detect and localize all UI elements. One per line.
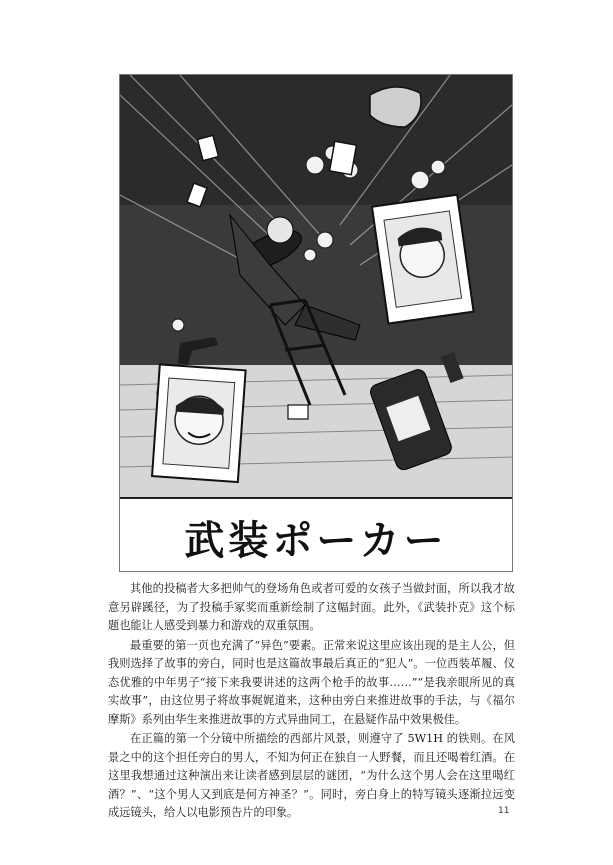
paragraph-2: 最重要的第一页也充满了“异色”要素。正常来说这里应该出现的是主人公，但我则选择了故事的旁白，同时也是这篇故事最后真正的“犯人”。一位西装革履、仪态优雅的中年男子“接下来我要讲述的这两个枪手的故事……”“是我亲眼所见的真实故事”，由这位男子将故事娓娓道来，这种由旁白来推进故事的手法，与《福尔摩斯》系列由华生来推进故事的方式异曲同工，在悬疑作品中效果极佳。: [108, 638, 515, 726]
manga-title: 武装ポーカー: [184, 518, 448, 564]
body-text: [108, 580, 515, 824]
page-number: 11: [498, 806, 510, 816]
manga-illustration: [119, 74, 513, 572]
manga-title-band: [120, 497, 512, 572]
paragraph-1: 其他的投稿者大多把帅气的登场角色或者可爱的女孩子当做封面，所以我才故意另辟蹊径，为了投稿手冢奖而重新绘制了这幅封面。此外，《武装扑克》这个标题也能让人感受到暴力和游戏的双重氛围。: [108, 582, 515, 632]
paragraph-3: 在正篇的第一个分镜中所描绘的西部片风景，则遵守了 5W1H 的铁则。在风景之中的这个担任旁白的男人，不知为何正在独自一人野餐，而且还喝着红酒。在这里我想通过这种演出来让读者感到层层的谜团，“为什么这个男人会在这里喝红酒？”、“这个男人又到底是何方神圣？”。同时，旁白身上的特写镜头逐渐拉远变成远镜头，给人以电影预告片的印象。: [108, 732, 515, 819]
